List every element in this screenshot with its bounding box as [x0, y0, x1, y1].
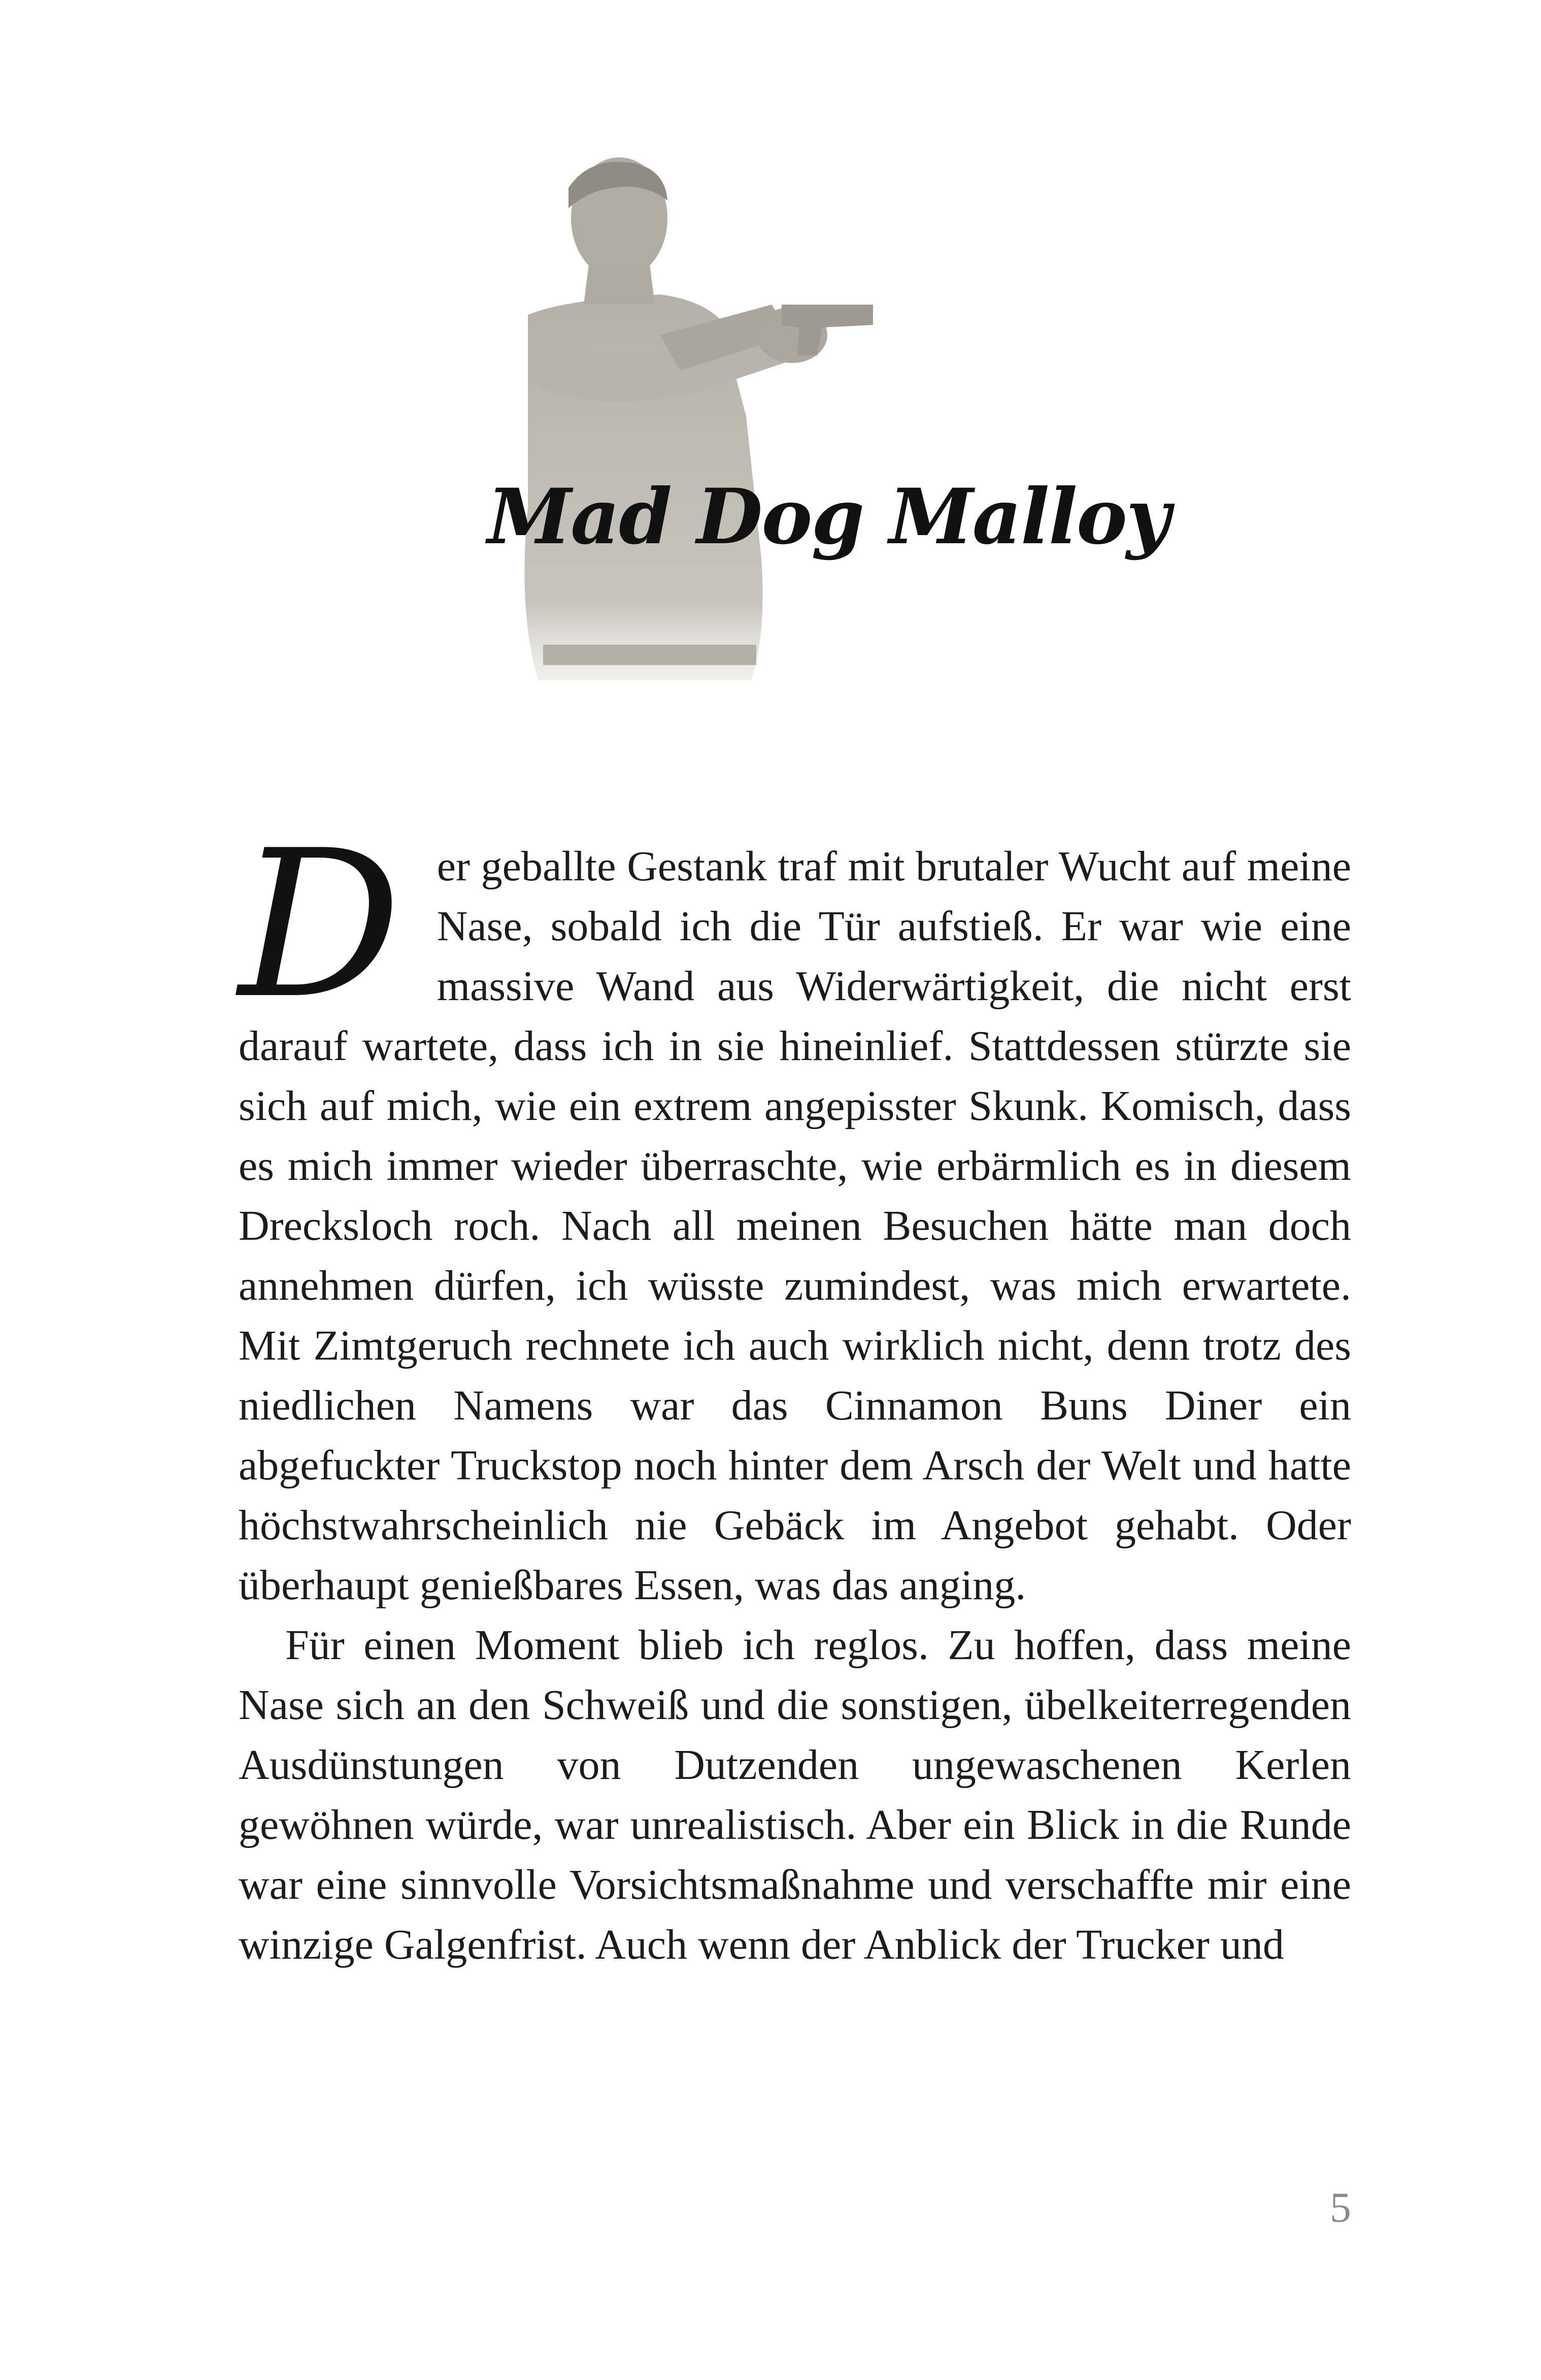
page-number: 5	[1330, 2184, 1351, 2231]
chapter-header-illustration	[508, 152, 1076, 690]
paragraph-2: Für einen Moment blieb ich reglos. Zu hoffen, dass meine Nase sich an den Schweiß und die sonstigen, übelkeiterregenden Ausdünstungen von Dutzenden ungewaschenen Kerlen gewöhnen würde, war unrealistisch. Aber ein Blick in die Runde war eine sinnvolle Vorsichtsmaßnahme und verschaffte mir eine winzige Galgenfrist. Auch wenn der Anblick der Trucker und	[239, 1622, 1351, 1968]
drop-cap: D	[239, 807, 401, 1043]
chapter-title: Mad Dog Malloy	[487, 472, 1169, 561]
paragraph-1	[239, 807, 1351, 1615]
paragraph-1-text: er geballte Gestank traf mit brutaler Wucht auf meine Nase, sobald ich die Tür aufstieß. Er war wie eine massive Wand aus Widerwärtigkeit, die nicht erst darauf wartete, dass ich in sie hineinlief. Stattdessen stürzte sie sich auf mich, wie ein extrem angepisster Skunk. Komisch, dass es mich immer wieder überraschte, wie erbärmlich es in diesem Drecksloch roch. Nach all meinen Besuchen hätte man doch annehmen dürfen, ich wüsste zumindest, was mich erwartete. Mit Zimtgeruch rechnete ich auch wirklich nicht, denn trotz des niedlichen Namens war das Cinnamon Buns Diner ein abgefuckter Truckstop noch hinter dem Arsch der Welt und hatte höchstwahrscheinlich nie Gebäck im Angebot gehabt. Oder überhaupt genießbares Essen, was das anging.	[239, 843, 1351, 1609]
body-text	[239, 807, 1351, 1975]
man-with-pistol-illustration	[508, 152, 1076, 690]
